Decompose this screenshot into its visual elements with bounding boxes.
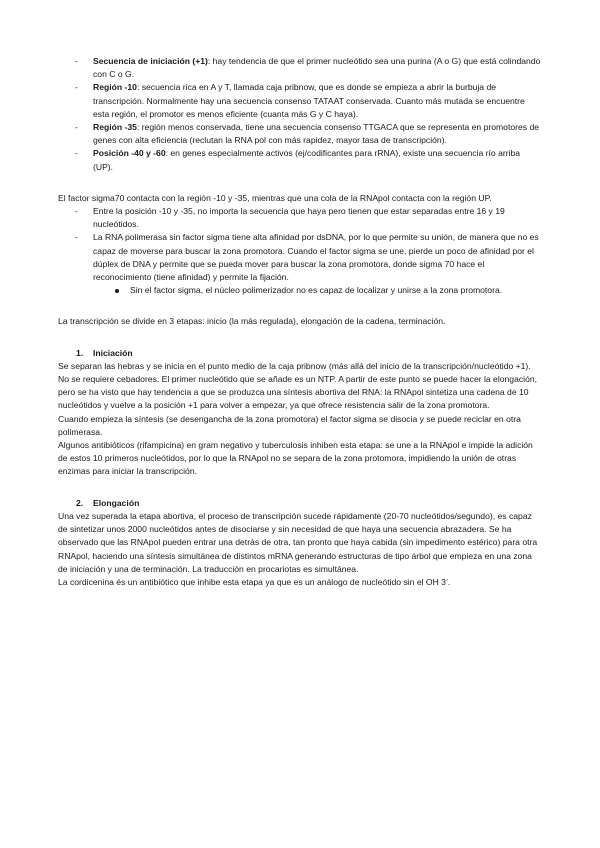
description: : en genes especialmente activos (ej/codificantes para rRNA), existe una secuencia río arriba (UP). <box>93 148 521 172</box>
description: : hay tendencia de que el primer nucleótido sea una purina (A o G) que está colindando con C o G. <box>93 56 541 80</box>
section-heading-iniciacion <box>58 347 542 360</box>
paragraph: Una vez superada la etapa abortiva, el proceso de transcripción sucede rápidamente (20-70 nucleótidos/segundo), es capaz de sintetizar unos 2000 nucleótidos antes de disociarse y sin necesidad de que haya una secuencia abrazadera. Se ha observado que las RNApol pueden entrar una detrás de otra, tan pronto que haya cabida (sin impedimento estérico) para otra RNApol, haciendo una síntesis simultánea de distintos mRNA generando estructuras de tipo árbol que empieza en una zona de iniciación y una de terminación. La traducción en procariotas es simultánea. <box>58 510 538 574</box>
term: Secuencia de iniciación (+1) <box>93 56 208 66</box>
list-item: Sin el factor sigma, el núcleo polimerizador no es capaz de localizar y unirse a la zona promotora. <box>58 284 542 297</box>
paragraph: La cordicenina és un antibiótico que inhibe esta etapa ya que es un análogo de nucleótido sin el OH 3’. <box>58 576 451 587</box>
description: : región menos conservada, tiene una secuencia consenso TTGACA que se representa en promotores de genes con alta eficiencia (reclutan la RNA pol con más rapidez, mayor tasa de transcripción). <box>93 122 540 146</box>
list-item <box>58 55 542 81</box>
sigma-notes-list <box>58 205 542 284</box>
paragraph: Se separan las hebras y se inicia en el punto medio de la caja pribnow (más allá del inicio de la transcripción/nucleótido +1). No se requiere cebadores. El primer nucleótido que se añade es un NTP. A partir de este punto se puede hacer la elongación, pero se ha visto que hay tendencia a que se produzca una síntesis abortiva del RNA: la RNApol sintetiza una cadena de 10 nucleótidos y vuelve a la posición +1 para volver a empezar, ya que ofrece resistencia salir de la zona promotora. <box>58 360 538 411</box>
sigma-sublist <box>58 284 542 297</box>
list-item: - Entre la posición -10 y -35, no importa la secuencia que haya pero tienen que estar separadas entre 16 y 19 nucleótidos. <box>58 205 542 231</box>
list-item <box>58 147 542 173</box>
description: : secuencia rica en A y T, llamada caja pribnow, que es donde se empieza a abrir la burbuja de transcripción. Normalmente hay una secuencia consenso TATAAT conservada. Cuanto más mutada se encuentre esta región, el promotor es menos eficiente (cuanta más G y C haya). <box>93 82 525 119</box>
section-number: 1. <box>76 347 84 358</box>
term: Posición -40 y -60 <box>93 148 166 159</box>
paragraph: Cuando empieza la síntesis (se desengancha de la zona promotora) el factor sigma se disocia y se puede reciclar en otra polimerasa. <box>58 413 521 437</box>
term: Región -35 <box>93 122 137 133</box>
list-item <box>58 81 542 121</box>
section-number: 2. <box>76 497 84 508</box>
term: Región -10 <box>93 82 137 93</box>
section-title: Elongación <box>93 497 140 508</box>
sigma-paragraph: El factor sigma70 contacta con la región -10 y -35, mientras que una cola de la RNApol contacta con la región UP. <box>58 192 492 203</box>
section-title: Iniciación <box>93 347 133 358</box>
section-heading-elongacion <box>58 497 542 510</box>
list-item: - La RNA polimerasa sin factor sigma tiene alta afinidad por dsDNA, por lo que permite su unión, de manera que no es capaz de moverse para buscar la zona promotora. Cuando el factor sigma se une, pierde un poco de afinidad por el dúplex de DNA y permite que se pueda mover para buscar la zona promotora, donde sigma 70 hace el reconocimiento (tiene afinidad) y permite la fijación. <box>58 231 542 284</box>
promoter-regions-list <box>58 55 542 174</box>
paragraph: Algunos antibióticos (rifampicina) en gram negativo y tuberculosis inhiben esta etapa: se une a la RNApol e impide la adición de estos 10 primeros nucleótidos, por lo que la RNApol no se separa de la zona protomora, impidiendo la unión de otras enzimas para iniciar la transcripción. <box>58 440 533 477</box>
list-item <box>58 121 542 147</box>
stages-paragraph: La transcripción se divide en 3 etapas: inicio (la más regulada), elongación de la cadena, terminación. <box>58 316 446 327</box>
